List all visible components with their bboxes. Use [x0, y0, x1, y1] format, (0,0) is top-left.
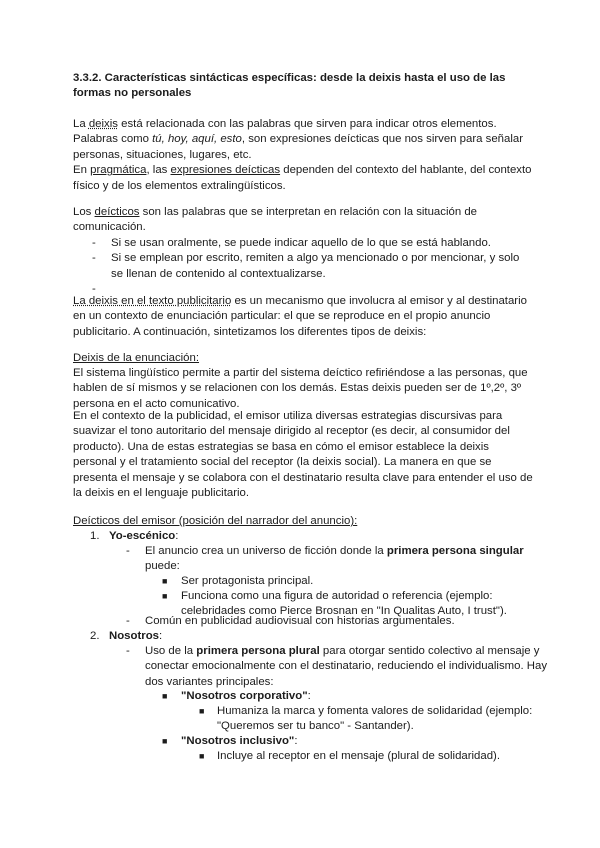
- numbered-item-nosotros: [90, 629, 530, 644]
- deictic-examples: tú, hoy, aquí, esto: [152, 133, 242, 146]
- square-bullet: ■: [162, 591, 168, 601]
- list-item-text: Si se emplean por escrito, remiten a algo ya mencionado o por mencionar, y solo se llenan de contenido al contextualizarse.: [111, 252, 520, 280]
- text: Humaniza la marca y fomenta valores de solidaridad (ejemplo: "Queremos ser tu banco" - Santander).: [217, 705, 533, 733]
- text: son las palabras que se interpretan en relación con la situación de comunicación.: [73, 206, 477, 234]
- list-item: [92, 236, 528, 251]
- list-item-text: Si se usan oralmente, se puede indicar aquello de lo que se está hablando.: [111, 237, 491, 249]
- text: está relacionada con las palabras que sirven para indicar otros elementos. Palabras como: [73, 118, 497, 146]
- yo-dash-item-2: [126, 614, 545, 629]
- paragraph-deixis-definition: [73, 117, 533, 194]
- deicticos-list: [92, 236, 528, 297]
- text: En el contexto de la publicidad, el emisor utiliza diversas estrategias discursivas para suavizar el tono autoritario del mensaje dirigido al receptor (es decir, al consumidor del producto). Una de estas estrategias se basa en cómo el emisor establece la deixis personal y el tratamiento social del receptor (la deixis social). La manera en que se presenta el mensaje y se colabora con el destinatario resulta clave para entender el uso de la deixis en el lenguaje publicitario.: [73, 410, 533, 500]
- dash-marker: -: [92, 283, 96, 296]
- text: :: [294, 735, 298, 747]
- text: :: [307, 690, 311, 702]
- square-bullet: ■: [199, 706, 205, 716]
- dash-marker: -: [126, 615, 130, 627]
- square-bullet: ■: [162, 691, 168, 701]
- numbered-item-yo: [90, 529, 530, 544]
- text: El anuncio crea un universo de ficción donde la: [145, 545, 387, 557]
- text: es un mecanismo que involucra al emisor y al destinatario en un contexto de enunciación particular: el que se reproduce en el propio anuncio publicitario. A continuación, sintetizamos los diferentes tipos de deixis:: [73, 295, 527, 338]
- text: Común en publicidad audiovisual con historias argumentales.: [145, 615, 455, 627]
- text: Los: [73, 206, 95, 218]
- paragraph-enunciacion-2: [73, 409, 533, 501]
- corporativo-detail: [199, 704, 551, 735]
- section-title-line2: formas no personales: [73, 87, 192, 100]
- subheading-text: Deixis de la enunciación:: [73, 352, 200, 364]
- subheading-deicticos-emisor: [73, 514, 533, 529]
- yo-dash-item-1: [126, 544, 545, 575]
- text: , las: [146, 164, 171, 177]
- section-title: [73, 71, 533, 102]
- text: Incluye al receptor en el mensaje (plural de solidaridad).: [217, 750, 501, 762]
- yo-bullet-1: [162, 574, 551, 589]
- text: Funciona como una figura de autoridad o referencia (ejemplo: celebridades como Pierce Brosnan en "In Qualitas Auto, I trust").: [181, 590, 507, 618]
- dash-marker: -: [126, 645, 130, 657]
- text: La: [73, 118, 89, 130]
- dash-marker: -: [92, 252, 96, 265]
- section-title-line1: 3.3.2. Características sintácticas específicas: desde la deixis hasta el uso de las: [73, 72, 506, 84]
- inclusivo-bullet: [162, 734, 551, 749]
- dash-marker: -: [92, 237, 96, 249]
- subheading-text: Deícticos del emisor (posición del narrador del anuncio):: [73, 515, 358, 527]
- text: Ser protagonista principal.: [181, 575, 314, 587]
- subheading-deixis-enunciacion: [73, 351, 533, 366]
- term-deixis: deixis: [88, 118, 118, 130]
- square-bullet: ■: [162, 576, 168, 586]
- list-item: [92, 251, 528, 282]
- term-deixis-texto-publicitario: La deixis en el texto publicitario: [73, 295, 232, 307]
- text: :: [175, 530, 179, 542]
- text: :: [159, 630, 163, 642]
- paragraph-deixis-publicitaria: [73, 294, 533, 340]
- term-pragmatica: pragmática: [90, 164, 147, 177]
- text: dependen del contexto del hablante, del contexto físico y de los elementos extralingüísticos.: [73, 164, 532, 192]
- number-marker: 2.: [90, 630, 100, 642]
- paragraph-deicticos: [73, 205, 533, 236]
- text: El sistema lingüístico permite a partir del sistema deíctico refiriéndose a las personas, que hablen de sí mismos y se relacionen con los demás. Estas deixis pueden ser de 1º,2º, 3º persona en el acto comunicativo.: [73, 367, 528, 410]
- text: primera persona plural: [196, 645, 320, 657]
- text: para otorgar sentido colectivo al mensaje y conectar emocionalmente con el destinatario, reduciendo el individualismo. Hay dos variantes principales:: [145, 645, 548, 688]
- square-bullet: ■: [162, 736, 168, 746]
- text: "Nosotros corporativo": [181, 690, 308, 702]
- text: , son expresiones deícticas que nos sirven para señalar personas, situaciones, lugares, etc.: [73, 133, 523, 161]
- text: Uso de la: [145, 645, 197, 657]
- text: "Nosotros inclusivo": [181, 735, 295, 747]
- inclusivo-detail: [199, 749, 551, 764]
- yo-escenico-title: [109, 530, 178, 542]
- term-deicticos: deícticos: [94, 206, 140, 218]
- dash-marker: -: [126, 545, 130, 557]
- paragraph-enunciacion-1: [73, 366, 533, 412]
- nosotros-label: Nosotros: [109, 630, 159, 642]
- nosotros-title: [109, 630, 162, 642]
- corporativo-bullet: [162, 689, 551, 704]
- text: puede:: [145, 560, 180, 573]
- term-expresiones-deicticas: expresiones deícticas: [170, 164, 281, 177]
- nosotros-dash-item: [126, 644, 553, 690]
- yo-escenico-label: Yo-escénico: [109, 530, 176, 542]
- number-marker: 1.: [90, 530, 100, 542]
- text: primera persona singular: [386, 545, 524, 557]
- text: En: [73, 164, 91, 177]
- square-bullet: ■: [199, 751, 205, 761]
